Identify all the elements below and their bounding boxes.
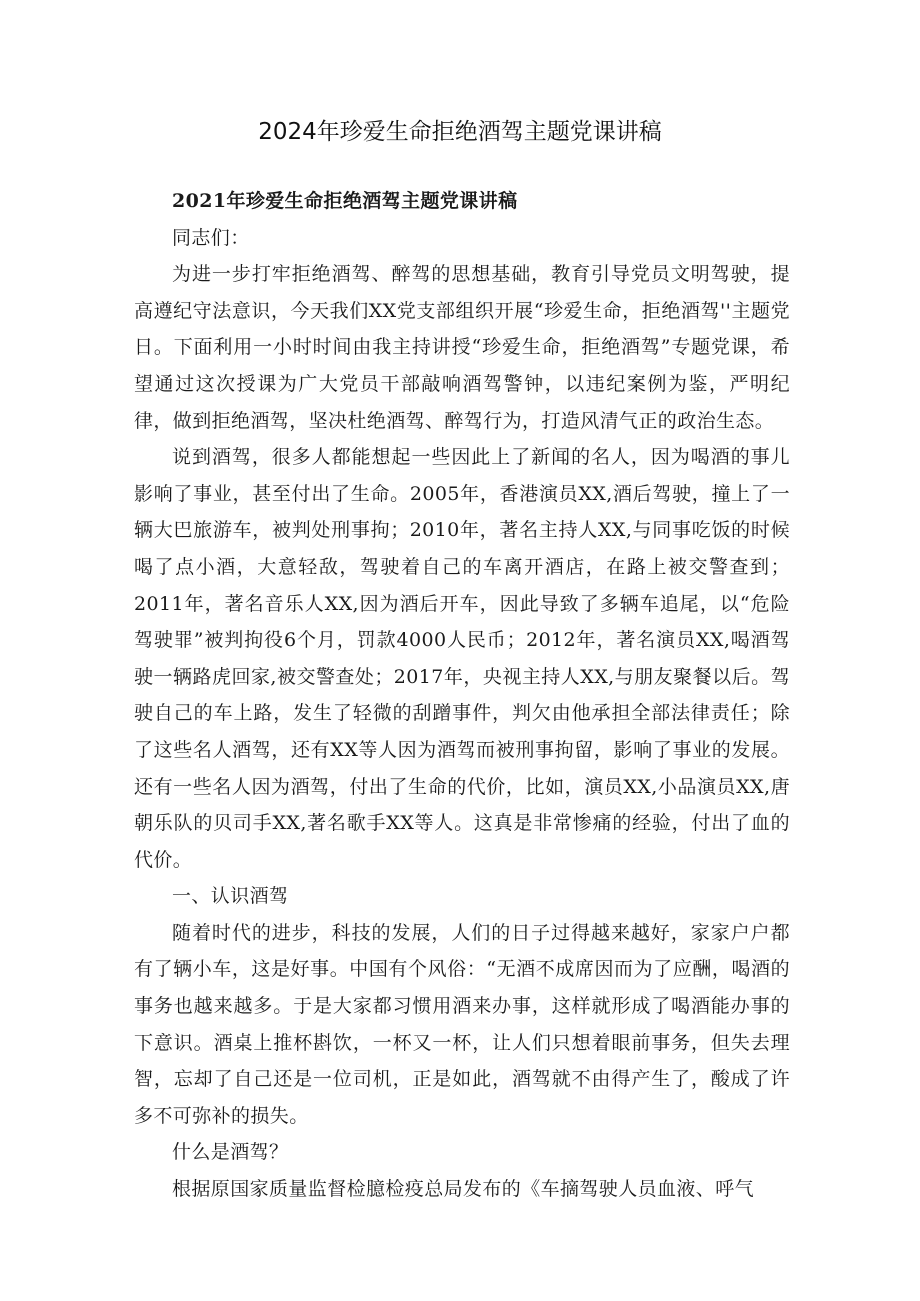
question-heading: 什么是酒驾？ [172,1141,289,1164]
document-body [134,183,790,1208]
section-heading: 一、认识酒驾 [172,885,289,908]
salutation-paragraph: 同志们： [172,226,250,249]
cases-paragraph: 说到酒驾，很多人都能想起一些因此上了新闻的名人，因为喝酒的事儿影响了事业，甚至付出了生命。2005年，香港演员XX,酒后驾驶，撞上了一辆大巴旅游车，被判处刑事拘；2010年，著名主持人XX,与同事吃饭的时候喝了点小酒，大意轻敌，驾驶着自己的车离开酒店，在路上被交警查到；2011年，著名音乐人XX,因为酒后开车，因此导致了多辆车追尾，以“危险驾驶罪”被判拘役6个月，罚款4000人民币；2012年，著名演员XX,喝酒驾驶一辆路虎回家,被交警查处；2017年，央视主持人XX,与朋友聚餐以后。驾驶自己的车上路，发生了轻微的刮蹭事件，判欠由他承担全部法律责任；除了这些名人酒驾，还有XX等人因为酒驾而被刑事拘留，影响了事业的发展。还有一些名人因为酒驾，付出了生命的代价，比如，演员XX,小品演员XX,唐朝乐队的贝司手XX,著名歌手XX等人。这真是非常惨痛的经验，付出了血的代价。 [134,446,790,871]
intro-paragraph: 为进一步打牢拒绝酒驾、醉驾的思想基础，教育引导党员文明驾驶，提高遵纪守法意识，今天我们XX党支部组织开展“珍爱生命，拒绝酒驾''主题党日。下面利用一小时时间由我主持讲授“珍爱生命，拒绝酒驾”专题党课，希望通过这次授课为广大党员干部敲响酒驾警钟，以违纪案例为鉴，严明纪律，做到拒绝酒驾，坚决杜绝酒驾、醉驾行为，打造风清气正的政治生态。 [134,263,790,432]
subtitle-paragraph: 2021年珍爱生命拒绝酒驾主题党课讲稿 [172,190,518,212]
definition-paragraph: 根据原国家质量监督检臆检疫总局发布的《车摘驾驶人员血液、呼气 [172,1178,755,1201]
document-title: 2024年珍爱生命拒绝酒驾主题党课讲稿 [258,119,662,145]
background-paragraph: 随着时代的进步，科技的发展，人们的日子过得越来越好，家家户户都有了辆小车，这是好事。中国有个风俗：“无酒不成席因而为了应酬，喝酒的事务也越来越多。于是大家都习惯用酒来办事，这样就形成了喝酒能办事的下意识。酒桌上推杯斟饮，一杯又一杯，让人们只想着眼前事务，但失去理智，忘却了自己还是一位司机，正是如此，酒驾就不由得产生了，酸成了许多不可弥补的损失。 [134,921,790,1127]
